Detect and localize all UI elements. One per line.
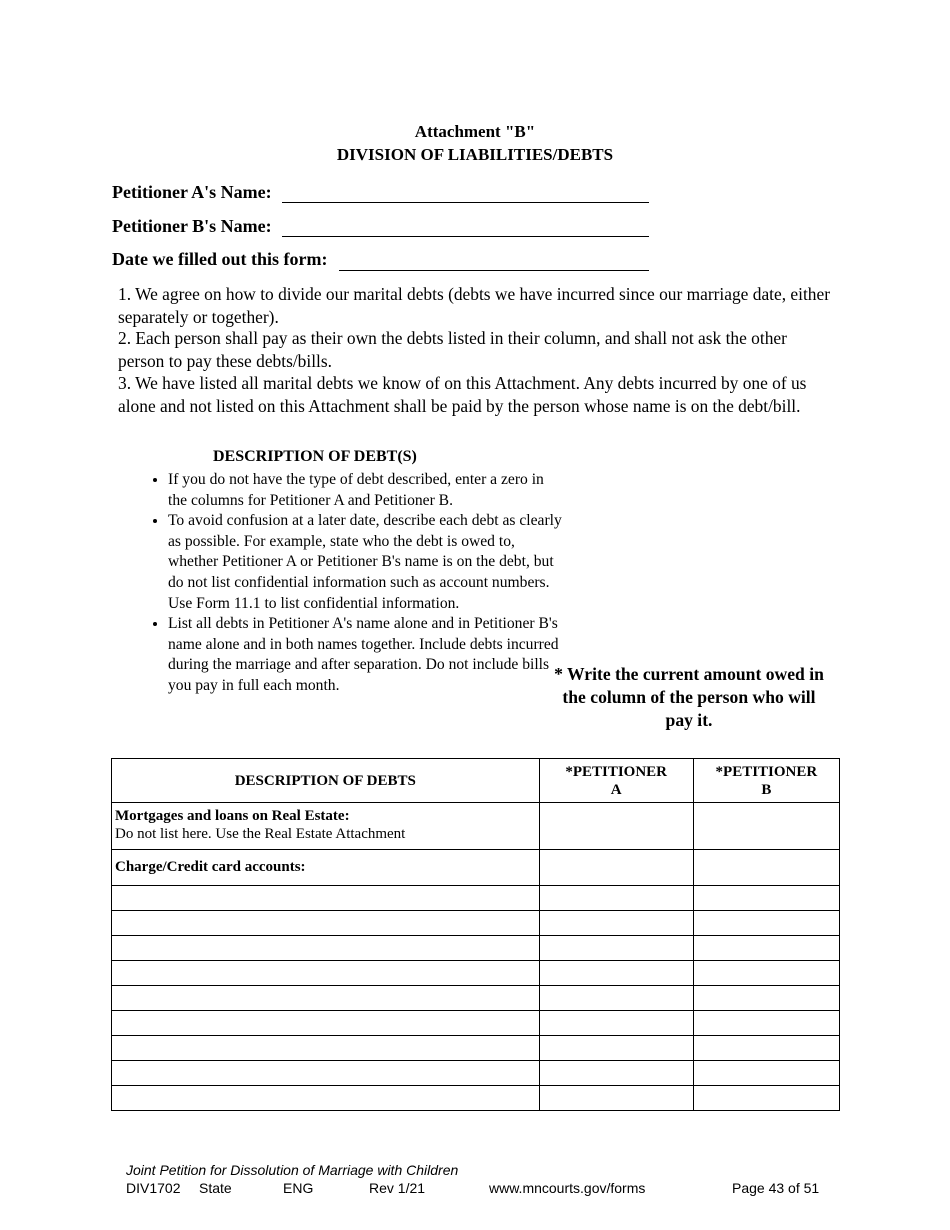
blank-description-cell[interactable] [112,961,540,986]
blank-petitioner-b-cell[interactable] [693,1061,839,1086]
instruction-item: • List all debts in Petitioner A's name alone and in Petitioner B's name alone and in both names together. Include debts incurred during the marriage and after separation. Do not include bills you pay in full each month. [168,614,563,696]
credit-card-label: Charge/Credit card accounts: [115,859,306,875]
blank-petitioner-b-cell[interactable] [693,911,839,936]
blank-description-cell[interactable] [112,986,540,1011]
amount-owed-note: * Write the current amount owed in the column of the person who will pay it. [554,664,824,730]
blank-description-cell[interactable] [112,1036,540,1061]
petitioner-b-column-header: *PETITIONER B [693,759,839,803]
page-title: DIVISION OF LIABILITIES/DEBTS [336,145,614,164]
footer-form-title: Joint Petition for Dissolution of Marriage with Children [126,1162,459,1178]
credit-description-cell [112,850,540,886]
date-field[interactable] [339,270,649,271]
table-row [112,986,840,1011]
table-row [112,1011,840,1036]
blank-description-cell[interactable] [112,911,540,936]
instruction-item: • To avoid confusion at a later date, describe each debt as clearly as possible. For example, state who the debt is owed to, whether Petitioner A or Petitioner B's name is on the debt, but do not list confidential information such as account numbers. Use Form 11.1 to list confidential information. [168,511,563,614]
footer-language: ENG [283,1180,314,1196]
agreement-paragraph-1: 1. We agree on how to divide our marital debts (debts we have incurred since our marriage date, either separately or together). [118,284,830,327]
footer-revision: Rev 1/21 [369,1180,426,1196]
agreement-paragraph-3: 3. We have listed all marital debts we know of on this Attachment. Any debts incurred by one of us alone and not listed on this Attachment shall be paid by the person whose name is on the debt/bill. [118,373,807,416]
description-heading: DESCRIPTION OF DEBT(S) [213,448,417,465]
instruction-list [145,470,563,697]
table-row [112,1086,840,1111]
table-row [112,1061,840,1086]
blank-petitioner-a-cell[interactable] [539,986,693,1011]
footer-url: www.mncourts.gov/forms [489,1180,646,1196]
description-column-header: DESCRIPTION OF DEBTS [112,759,540,803]
blank-description-cell[interactable] [112,1011,540,1036]
table-row [112,911,840,936]
blank-petitioner-a-cell[interactable] [539,886,693,911]
mortgage-note: Do not list here. Use the Real Estate Attachment [115,826,406,842]
mortgage-petitioner-a-cell[interactable] [539,803,693,850]
blank-description-cell[interactable] [112,936,540,961]
footer-state: State [199,1180,232,1196]
blank-petitioner-a-cell[interactable] [539,911,693,936]
instruction-item: • If you do not have the type of debt described, enter a zero in the columns for Petitioner A and Petitioner B. [168,470,563,511]
table-row [112,961,840,986]
blank-petitioner-a-cell[interactable] [539,1036,693,1061]
mortgage-description-cell [112,803,540,850]
blank-petitioner-b-cell[interactable] [693,936,839,961]
blank-petitioner-b-cell[interactable] [693,886,839,911]
blank-petitioner-b-cell[interactable] [693,1036,839,1061]
table-row [112,936,840,961]
blank-petitioner-a-cell[interactable] [539,961,693,986]
mortgage-label: Mortgages and loans on Real Estate: [115,808,350,824]
date-label: Date we filled out this form: [112,249,328,269]
petitioner-a-label: Petitioner A's Name: [112,182,272,202]
blank-petitioner-b-cell[interactable] [693,961,839,986]
petitioner-b-label: Petitioner B's Name: [112,216,272,236]
agreement-paragraph-2: 2. Each person shall pay as their own the debts listed in their column, and shall not ask the other person to pay these debts/bills. [118,328,787,371]
debts-table [111,758,840,1111]
table-row [112,886,840,911]
blank-description-cell[interactable] [112,886,540,911]
credit-petitioner-b-cell[interactable] [693,850,839,886]
petitioner-a-name-field[interactable] [282,202,649,203]
mortgage-petitioner-b-cell[interactable] [693,803,839,850]
blank-petitioner-a-cell[interactable] [539,1011,693,1036]
table-row-mortgages [112,803,840,850]
petitioner-a-column-header: *PETITIONER A [539,759,693,803]
petitioner-b-name-field[interactable] [282,236,649,237]
blank-petitioner-b-cell[interactable] [693,986,839,1011]
footer-page-number: Page 43 of 51 [732,1180,820,1196]
blank-petitioner-b-cell[interactable] [693,1086,839,1111]
blank-description-cell[interactable] [112,1086,540,1111]
table-header-row [112,759,840,803]
table-row [112,1036,840,1061]
blank-petitioner-b-cell[interactable] [693,1011,839,1036]
attachment-label: Attachment "B" [414,122,536,141]
blank-petitioner-a-cell[interactable] [539,936,693,961]
credit-petitioner-a-cell[interactable] [539,850,693,886]
blank-description-cell[interactable] [112,1061,540,1086]
footer-form-code: DIV1702 [126,1180,181,1196]
blank-petitioner-a-cell[interactable] [539,1086,693,1111]
blank-petitioner-a-cell[interactable] [539,1061,693,1086]
table-row-credit-cards [112,850,840,886]
